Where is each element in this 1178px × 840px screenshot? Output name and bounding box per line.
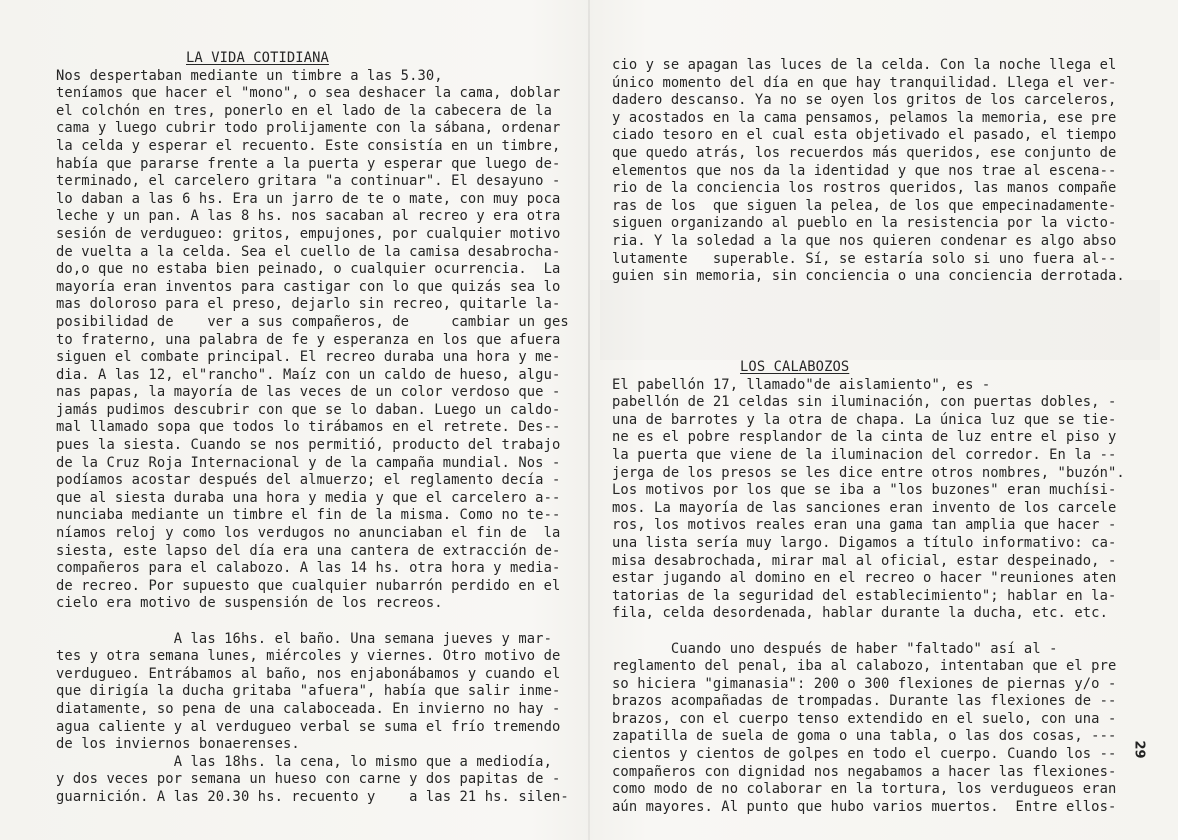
text-line: lo daban a las 6 hs. Era un jarro de te o mate, con muy poca xyxy=(56,190,561,207)
text-line: guien sin memoria, sin conciencia o una conciencia derrotada. xyxy=(612,268,1125,285)
text-line: jerga de los presos se les dice entre otros nombres, "buzón". xyxy=(612,464,1125,481)
text-line: leche y un pan. A las 8 hs. nos sacaban al recreo y era otra xyxy=(56,208,561,225)
text-line: de vuelta a la celda. Sea el cuello de la camisa desabrocha- xyxy=(56,243,561,260)
text-line: posibilidad de ver a sus compañeros, de cambiar un ges xyxy=(56,313,569,330)
text-line: Nos despertaban mediante un timbre a las 5.30, xyxy=(56,67,443,84)
text-line: podíamos acostar después del almuerzo; el reglamento decía - xyxy=(56,472,561,489)
text-line: diatamente, so pena de una calaboceada. En invierno no hay - xyxy=(56,700,561,717)
text-line: como modo de no colaborar en la tortura, los verdugueos eran xyxy=(612,781,1117,798)
text-line: pabellón de 21 celdas sin iluminación, con puertas dobles, - xyxy=(612,394,1117,411)
text-line: dadero descanso. Ya no se oyen los gritos de los carceleros, xyxy=(612,92,1117,109)
text-line: de recreo. Por supuesto que cualquier nubarrón perdido en el xyxy=(56,577,561,594)
section-heading-vida-cotidiana: LA VIDA COTIDIANA xyxy=(186,50,329,66)
text-line: do,o que no estaba bien peinado, o cualquier ocurrencia. La xyxy=(56,261,561,278)
text-line: cientos y cientos de golpes en todo el cuerpo. Cuando los -- xyxy=(612,746,1117,763)
text-line: A las 16hs. el baño. Una semana jueves y mar- xyxy=(56,630,552,647)
text-line: zapatilla de suela de goma o una tabla, o las dos cosas, --- xyxy=(612,728,1117,745)
text-line: dia. A las 12, el"rancho". Maíz con un caldo de hueso, algu- xyxy=(56,366,561,383)
section-body-vida-cotidiana xyxy=(56,68,576,807)
text-line: brazos acompañadas de trompadas. Durante las flexiones de -- xyxy=(612,693,1117,710)
text-line: cio y se apagan las luces de la celda. Con la noche llega el xyxy=(612,57,1117,73)
text-line: ros, los motivos reales eran una gama tan amplia que hacer - xyxy=(612,517,1117,534)
text-line: brazos, con el cuerpo tenso extendido en el suelo, con una - xyxy=(612,710,1117,727)
text-line: verdugueo. Entrábamos al baño, nos enjabonábamos y cuando el xyxy=(56,665,561,682)
paper-texture xyxy=(600,280,1160,360)
text-line: cielo era motivo de suspensión de los recreos. xyxy=(56,595,443,612)
left-column xyxy=(56,50,576,807)
text-line: siguen organizando al pueblo en la resistencia por la victo- xyxy=(612,215,1117,232)
text-line: sesión de verdugueo: gritos, empujones, por cualquier motivo xyxy=(56,225,561,242)
text-line: tatorias de la seguridad del establecimiento"; hablar en la- xyxy=(612,587,1117,604)
text-line: so hiciera "gimanasia": 200 o 300 flexiones de piernas y/o - xyxy=(612,675,1117,692)
text-line: de la Cruz Roja Internacional y de la campaña mundial. Nos - xyxy=(56,454,561,471)
text-line: una de barrotes y la otra de chapa. La única luz que se tie- xyxy=(612,411,1117,428)
text-line: y acostados en la cama pensamos, pelamos la memoria, ese pre xyxy=(612,109,1117,126)
text-line: reglamento del penal, iba al calabozo, intentaban que el pre xyxy=(612,658,1117,675)
text-line: compañeros con dignidad nos negabamos a hacer las flexiones- xyxy=(612,763,1117,780)
text-line: terminado, el carcelero gritara "a continuar". El desayuno - xyxy=(56,173,561,190)
text-line: misa desabrochada, mirar mal al oficial, estar despeinado, - xyxy=(612,552,1117,569)
page-number: 29 xyxy=(1131,740,1147,759)
section-body-calabozos xyxy=(612,377,1132,817)
text-line: y dos veces por semana un hueso con carne y dos papitas de - xyxy=(56,771,561,788)
text-line: níamos reloj y como los verdugos no anunciaban el fin de la xyxy=(56,525,561,542)
text-line: que dirigía la ducha gritaba "afuera", había que salir inme- xyxy=(56,683,561,700)
text-line: que quedo atrás, los recuerdos más queridos, ese conjunto de xyxy=(612,144,1117,161)
text-line: de los inviernos bonaerenses. xyxy=(56,736,300,753)
text-line: ria. Y la soledad a la que nos quieren condenar es algo abso xyxy=(612,232,1117,249)
text-line: estar jugando al domino en el recreo o hacer "reuniones aten xyxy=(612,570,1117,587)
text-line: único momento del día en que hay tranquilidad. Llega el ver- xyxy=(612,74,1117,91)
text-line: nunciaba mediante un timbre el fin de la misma. Como no te-- xyxy=(56,507,561,524)
text-line: que al siesta duraba una hora y media y que el carcelero a-- xyxy=(56,489,561,506)
text-line: compañeros para el calabozo. A las 14 hs. otra hora y media- xyxy=(56,560,561,577)
text-line: rio de la conciencia los rostros queridos, las manos compañe xyxy=(612,180,1117,197)
text-line: una lista sería muy largo. Digamos a título informativo: ca- xyxy=(612,534,1117,551)
text-line: mos. La mayoría de las sanciones eran invento de los carcele xyxy=(612,499,1117,516)
text-line: cama y luego cubrir todo prolijamente con la sábana, ordenar xyxy=(56,120,561,137)
text-line: mal llamado sopa que todos lo tirábamos en el retrete. Des-- xyxy=(56,419,561,436)
section-heading-calabozos: LOS CALABOZOS xyxy=(740,359,850,375)
text-line: jamás pudimos descubrir con que se lo daban. Luego un caldo- xyxy=(56,401,561,418)
text-line: aún mayores. Al punto que hubo varios muertos. Entre ellos- xyxy=(612,798,1117,815)
continuation-body xyxy=(612,57,1132,286)
text-line: pues la siesta. Cuando se nos permitió, producto del trabajo xyxy=(56,437,561,454)
right-column-calabozos xyxy=(612,359,1132,816)
text-line: A las 18hs. la cena, lo mismo que a mediodía, xyxy=(56,753,552,770)
text-line: ne es el pobre resplandor de la cinta de luz entre el piso y xyxy=(612,429,1117,446)
text-line: guarnición. A las 20.30 hs. recuento y a las 21 hs. silen- xyxy=(56,788,569,805)
text-line: fila, celda desordenada, hablar durante la ducha, etc. etc. xyxy=(612,605,1108,622)
right-column-continuation xyxy=(612,57,1132,286)
text-line: siesta, este lapso del día era una cantera de extracción de- xyxy=(56,542,561,559)
text-line: ciado tesoro en el cual esta objetivado el pasado, el tiempo xyxy=(612,127,1117,144)
text-line: Cuando uno después de haber "faltado" así al - xyxy=(612,640,1058,657)
text-line: mayoría eran inventos para castigar con lo que quizás sea lo xyxy=(56,278,561,295)
text-line: el colchón en tres, ponerlo en el lado de la cabecera de la xyxy=(56,102,552,119)
text-line: El pabellón 17, llamado"de aislamiento", es - xyxy=(612,376,991,393)
text-line: había que pararse frente a la puerta y esperar que luego de- xyxy=(56,155,561,172)
text-line: nas papas, la mayoría de las veces de un color verdoso que - xyxy=(56,384,561,401)
text-line: siguen el combate principal. El recreo duraba una hora y me- xyxy=(56,349,561,366)
page-gutter xyxy=(588,0,590,840)
text-line xyxy=(56,613,576,631)
text-line: ras de los que siguen la pelea, de los que empecinadamente- xyxy=(612,197,1117,214)
text-line: tes y otra semana lunes, miércoles y viernes. Otro motivo de xyxy=(56,648,561,665)
text-line xyxy=(612,623,1132,641)
text-line: la celda y esperar el recuento. Este consistía en un timbre, xyxy=(56,137,561,154)
text-line: Los motivos por los que se iba a "los buzones" eran muchísi- xyxy=(612,482,1117,499)
text-line: agua caliente y al verdugueo verbal se suma el frío tremendo xyxy=(56,718,561,735)
text-line: mas doloroso para el preso, dejarlo sin recreo, quitarle la- xyxy=(56,296,561,313)
text-line: lutamente superable. Sí, se estaría solo si uno fuera al-- xyxy=(612,250,1117,267)
text-line: to fraterno, una palabra de fe y esperanza en los que afuera xyxy=(56,331,561,348)
text-line: teníamos que hacer el "mono", o sea deshacer la cama, doblar xyxy=(56,85,561,102)
text-line: elementos que nos da la identidad y que nos trae al escena-- xyxy=(612,162,1117,179)
text-line: la puerta que viene de la iluminacion del corredor. En la -- xyxy=(612,446,1117,463)
